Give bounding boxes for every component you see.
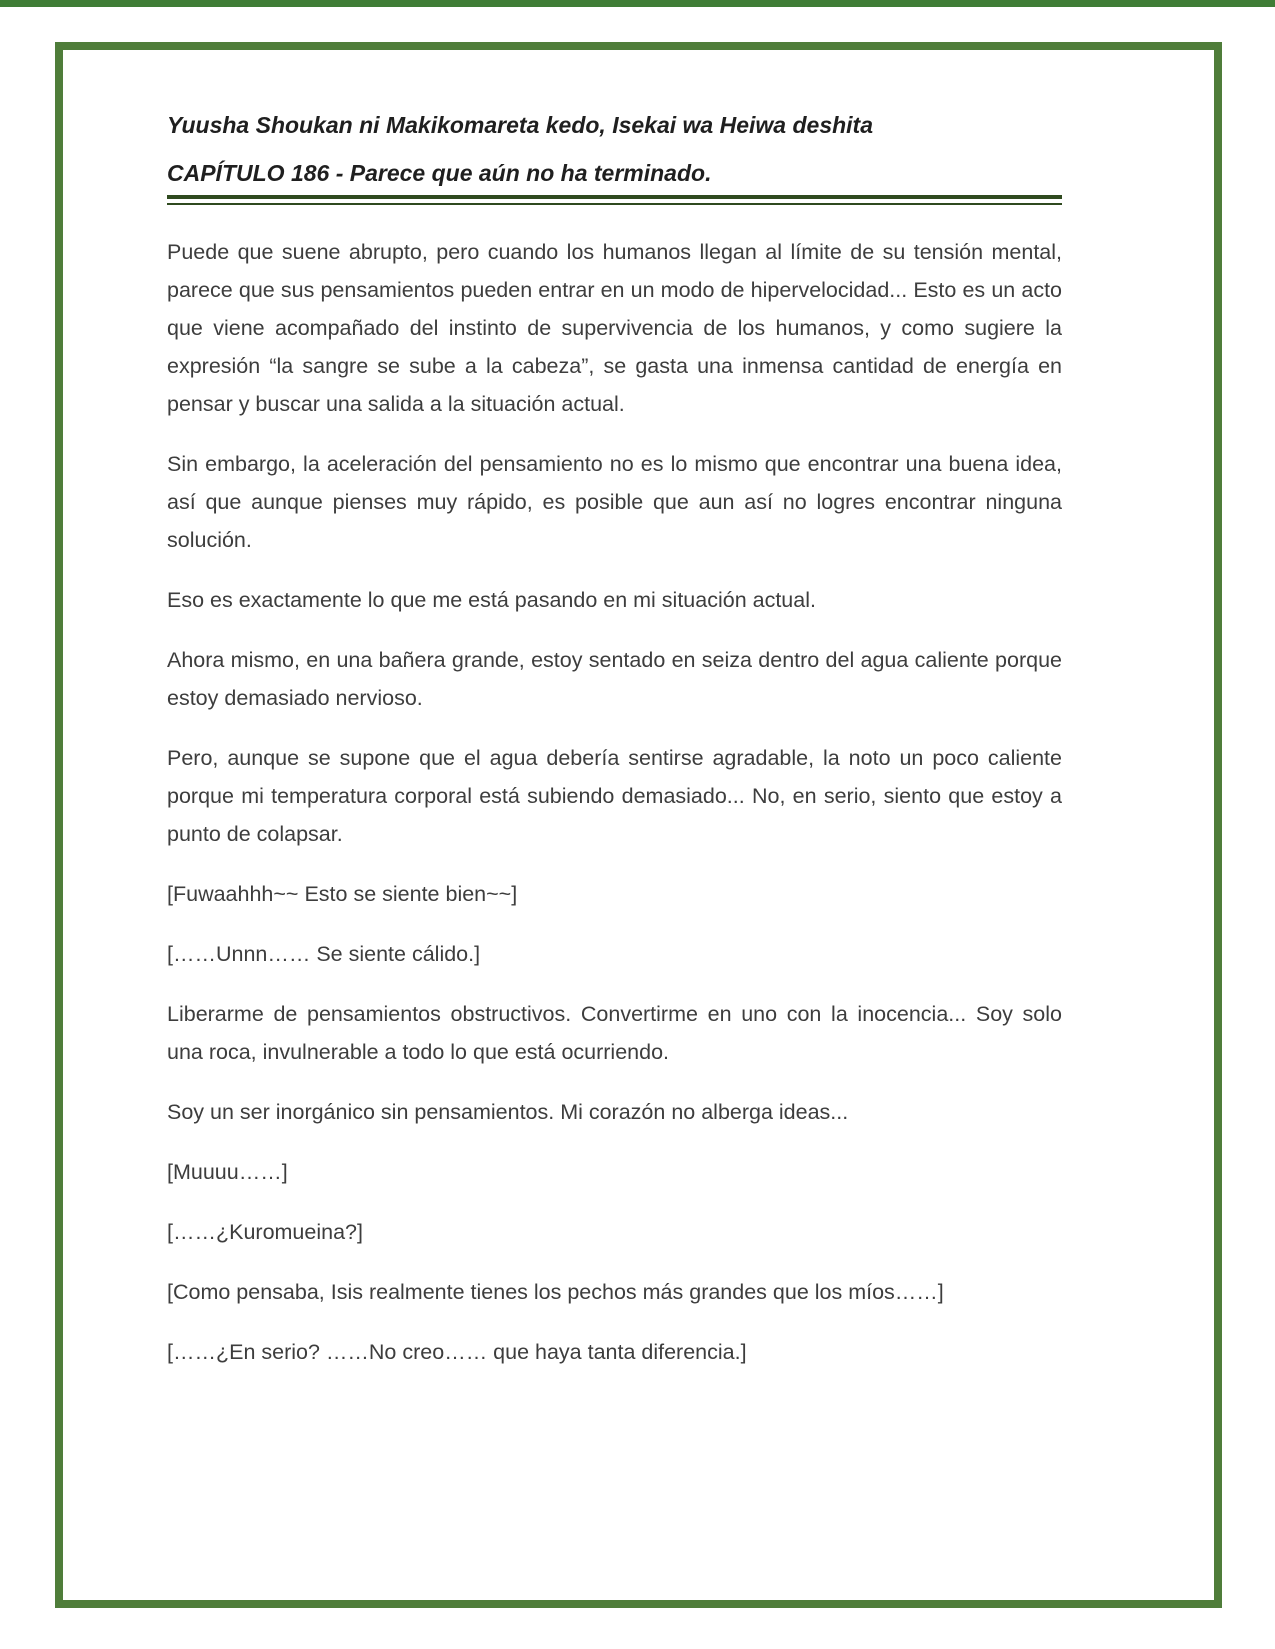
paragraph: Sin embargo, la aceleración del pensamiento no es lo mismo que encontrar una buena idea, así que aunque pienses muy rápido, es posible que aun así no logres encontrar ninguna solución. (167, 452, 1062, 553)
paragraph: [……Unnn…… Se siente cálido.] (167, 942, 481, 967)
paragraph: Soy un ser inorgánico sin pensamientos. Mi corazón no alberga ideas... (167, 1100, 849, 1125)
paragraph: [……¿En serio? ……No creo…… que haya tanta diferencia.] (167, 1340, 747, 1365)
paragraph: [Fuwaahhh~~ Esto se siente bien~~] (167, 882, 518, 907)
paragraph: Pero, aunque se supone que el agua debería sentirse agradable, la noto un poco caliente porque mi temperatura corporal está subiendo demasiado... No, en serio, siento que estoy a punto de colapsar. (167, 746, 1062, 847)
chapter-heading: CAPÍTULO 186 - Parece que aún no ha terminado. (167, 159, 712, 186)
paragraph: Liberarme de pensamientos obstructivos. Convertirme en uno con la inocencia... Soy solo una roca, invulnerable a todo lo que está ocurriendo. (167, 1002, 1062, 1065)
paragraph: Eso es exactamente lo que me está pasando en mi situación actual. (167, 588, 816, 613)
paragraph: Puede que suene abrupto, pero cuando los humanos llegan al límite de su tensión mental, parece que sus pensamientos pueden entrar en un modo de hipervelocidad... Esto es un acto que viene acompañado del instinto de supervivencia de los humanos, y como sugiere la expresión “la sangre se sube a la cabeza”, se gasta una inmensa cantidad de energía en pensar y buscar una salida a la situación actual. (167, 240, 1062, 417)
paragraph: [Muuuu……] (167, 1160, 288, 1185)
page-frame (55, 42, 1222, 1608)
paragraph: [Como pensaba, Isis realmente tienes los pechos más grandes que los míos……] (167, 1280, 944, 1305)
body-text (167, 233, 1062, 1371)
top-border-strip (0, 0, 1275, 7)
novel-title: Yuusha Shoukan ni Makikomareta kedo, Isekai wa Heiwa deshita (167, 112, 874, 138)
heading-divider (167, 195, 1062, 205)
paragraph: Ahora mismo, en una bañera grande, estoy sentado en seiza dentro del agua caliente porque estoy demasiado nervioso. (167, 648, 1062, 711)
document-content (63, 50, 1214, 1433)
paragraph: [……¿Kuromueina?] (167, 1220, 363, 1245)
